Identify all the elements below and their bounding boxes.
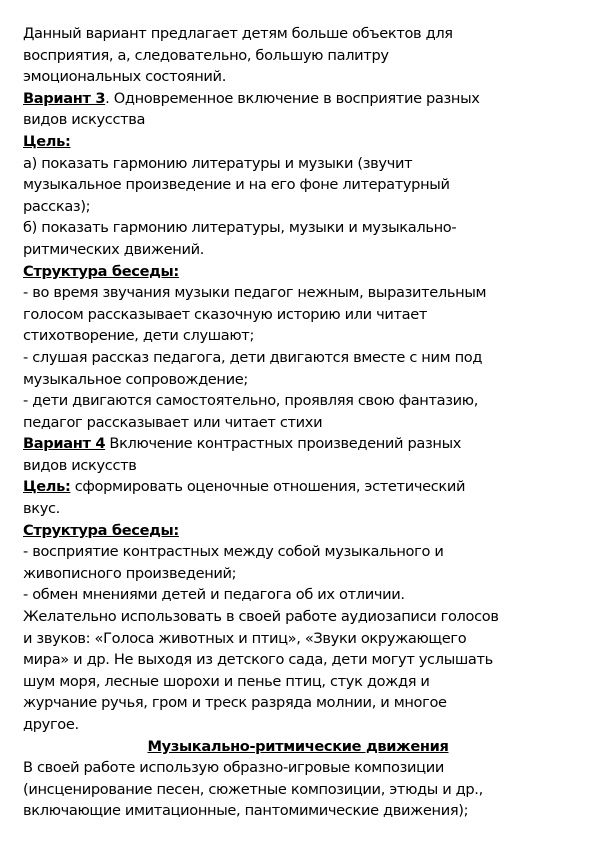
text-segment: б) показать гармонию литературы, музыки и музыкально- [23, 219, 457, 237]
emphasized-label: Цель: [23, 478, 71, 496]
emphasized-label: Структура беседы: [23, 521, 179, 539]
text-line [23, 88, 573, 110]
text-segment: сформировать оценочные отношения, эстетический [70, 478, 466, 496]
text-line [23, 584, 573, 606]
text-segment: рассказ); [23, 197, 91, 215]
text-line [23, 649, 573, 671]
emphasized-label: Вариант 4 [23, 435, 106, 453]
text-segment: включающие имитационные, пантомимические движения); [23, 802, 469, 820]
text-line [23, 714, 573, 736]
text-line [23, 779, 573, 801]
text-segment: (инсценирование песен, сюжетные композиции, этюды и др., [23, 780, 483, 798]
text-line [23, 563, 573, 585]
text-line [23, 390, 573, 412]
emphasized-label: Вариант 3 [23, 89, 106, 107]
text-line [23, 347, 573, 369]
text-line [23, 692, 573, 714]
text-line [23, 498, 573, 520]
text-line [23, 153, 573, 175]
section-heading [23, 736, 573, 758]
text-segment: другое. [23, 716, 79, 733]
text-segment: а) показать гармонию литературы и музыки (звучит [23, 154, 413, 172]
text-segment: журчание ручья, гром и треск разряда молнии, и многое [23, 694, 447, 712]
text-segment: - слушая рассказ педагога, дети двигаются вместе с ним под [23, 348, 483, 366]
text-line [23, 757, 573, 779]
text-line [23, 23, 573, 45]
text-segment: . Одновременное включение в восприятие разных [105, 89, 480, 107]
text-line [23, 455, 573, 477]
text-segment: - восприятие контрастных между собой музыкального и [23, 543, 444, 561]
text-line [23, 45, 573, 67]
text-line [23, 520, 573, 542]
text-segment: - во время звучания музыки педагог нежным, выразительным [23, 284, 487, 302]
text-line [23, 606, 573, 628]
text-line [23, 66, 573, 88]
text-line [23, 671, 573, 693]
text-line [23, 239, 573, 261]
text-line [23, 131, 573, 153]
text-segment: живописного произведений; [23, 564, 237, 582]
document-page [23, 23, 573, 822]
text-line [23, 174, 573, 196]
text-segment: и звуков: «Голоса животных и птиц», «Звуки окружающего [23, 629, 467, 647]
text-line [23, 800, 573, 822]
text-line [23, 476, 573, 498]
text-line [23, 433, 573, 455]
text-segment: - обмен мнениями детей и педагога об их отличии. [23, 586, 405, 604]
text-line [23, 196, 573, 218]
text-line [23, 369, 573, 391]
text-segment: В своей работе использую образно-игровые композиции [23, 759, 445, 777]
text-segment: мира» и др. Не выходя из детского сада, дети могут услышать [23, 651, 493, 669]
text-segment: музыкальное сопровождение; [23, 370, 248, 388]
emphasized-label: Цель: [23, 132, 71, 150]
text-segment: вкус. [23, 500, 60, 518]
text-segment: эмоциональных состояний. [23, 68, 226, 86]
text-line [23, 541, 573, 563]
text-segment: видов искусств [23, 456, 137, 474]
text-segment: Включение контрастных произведений разных [105, 435, 462, 453]
text-line [23, 217, 573, 239]
text-line [23, 109, 573, 131]
text-segment: голосом рассказывает сказочную историю или читает [23, 305, 428, 323]
text-segment: - дети двигаются самостоятельно, проявляя свою фантазию, [23, 392, 478, 410]
text-segment: ритмических движений. [23, 240, 205, 258]
emphasized-label: Музыкально-ритмические движения [147, 737, 449, 755]
text-segment: видов искусства [23, 111, 146, 129]
emphasized-label: Структура беседы: [23, 262, 179, 280]
text-segment: музыкальное произведение и на его фоне литературный [23, 176, 450, 194]
text-segment: Желательно использовать в своей работе аудиозаписи голосов [23, 608, 499, 626]
text-line [23, 412, 573, 434]
text-line [23, 304, 573, 326]
text-line [23, 282, 573, 304]
text-line [23, 261, 573, 283]
text-line [23, 628, 573, 650]
text-segment: стихотворение, дети слушают; [23, 327, 255, 345]
text-segment: Данный вариант предлагает детям больше объектов для [23, 25, 453, 42]
text-segment: восприятия, а, следовательно, большую палитру [23, 46, 389, 64]
text-line [23, 325, 573, 347]
text-segment: шум моря, лесные шорохи и пенье птиц, стук дождя и [23, 672, 430, 690]
text-segment: педагог рассказывает или читает стихи [23, 413, 323, 431]
